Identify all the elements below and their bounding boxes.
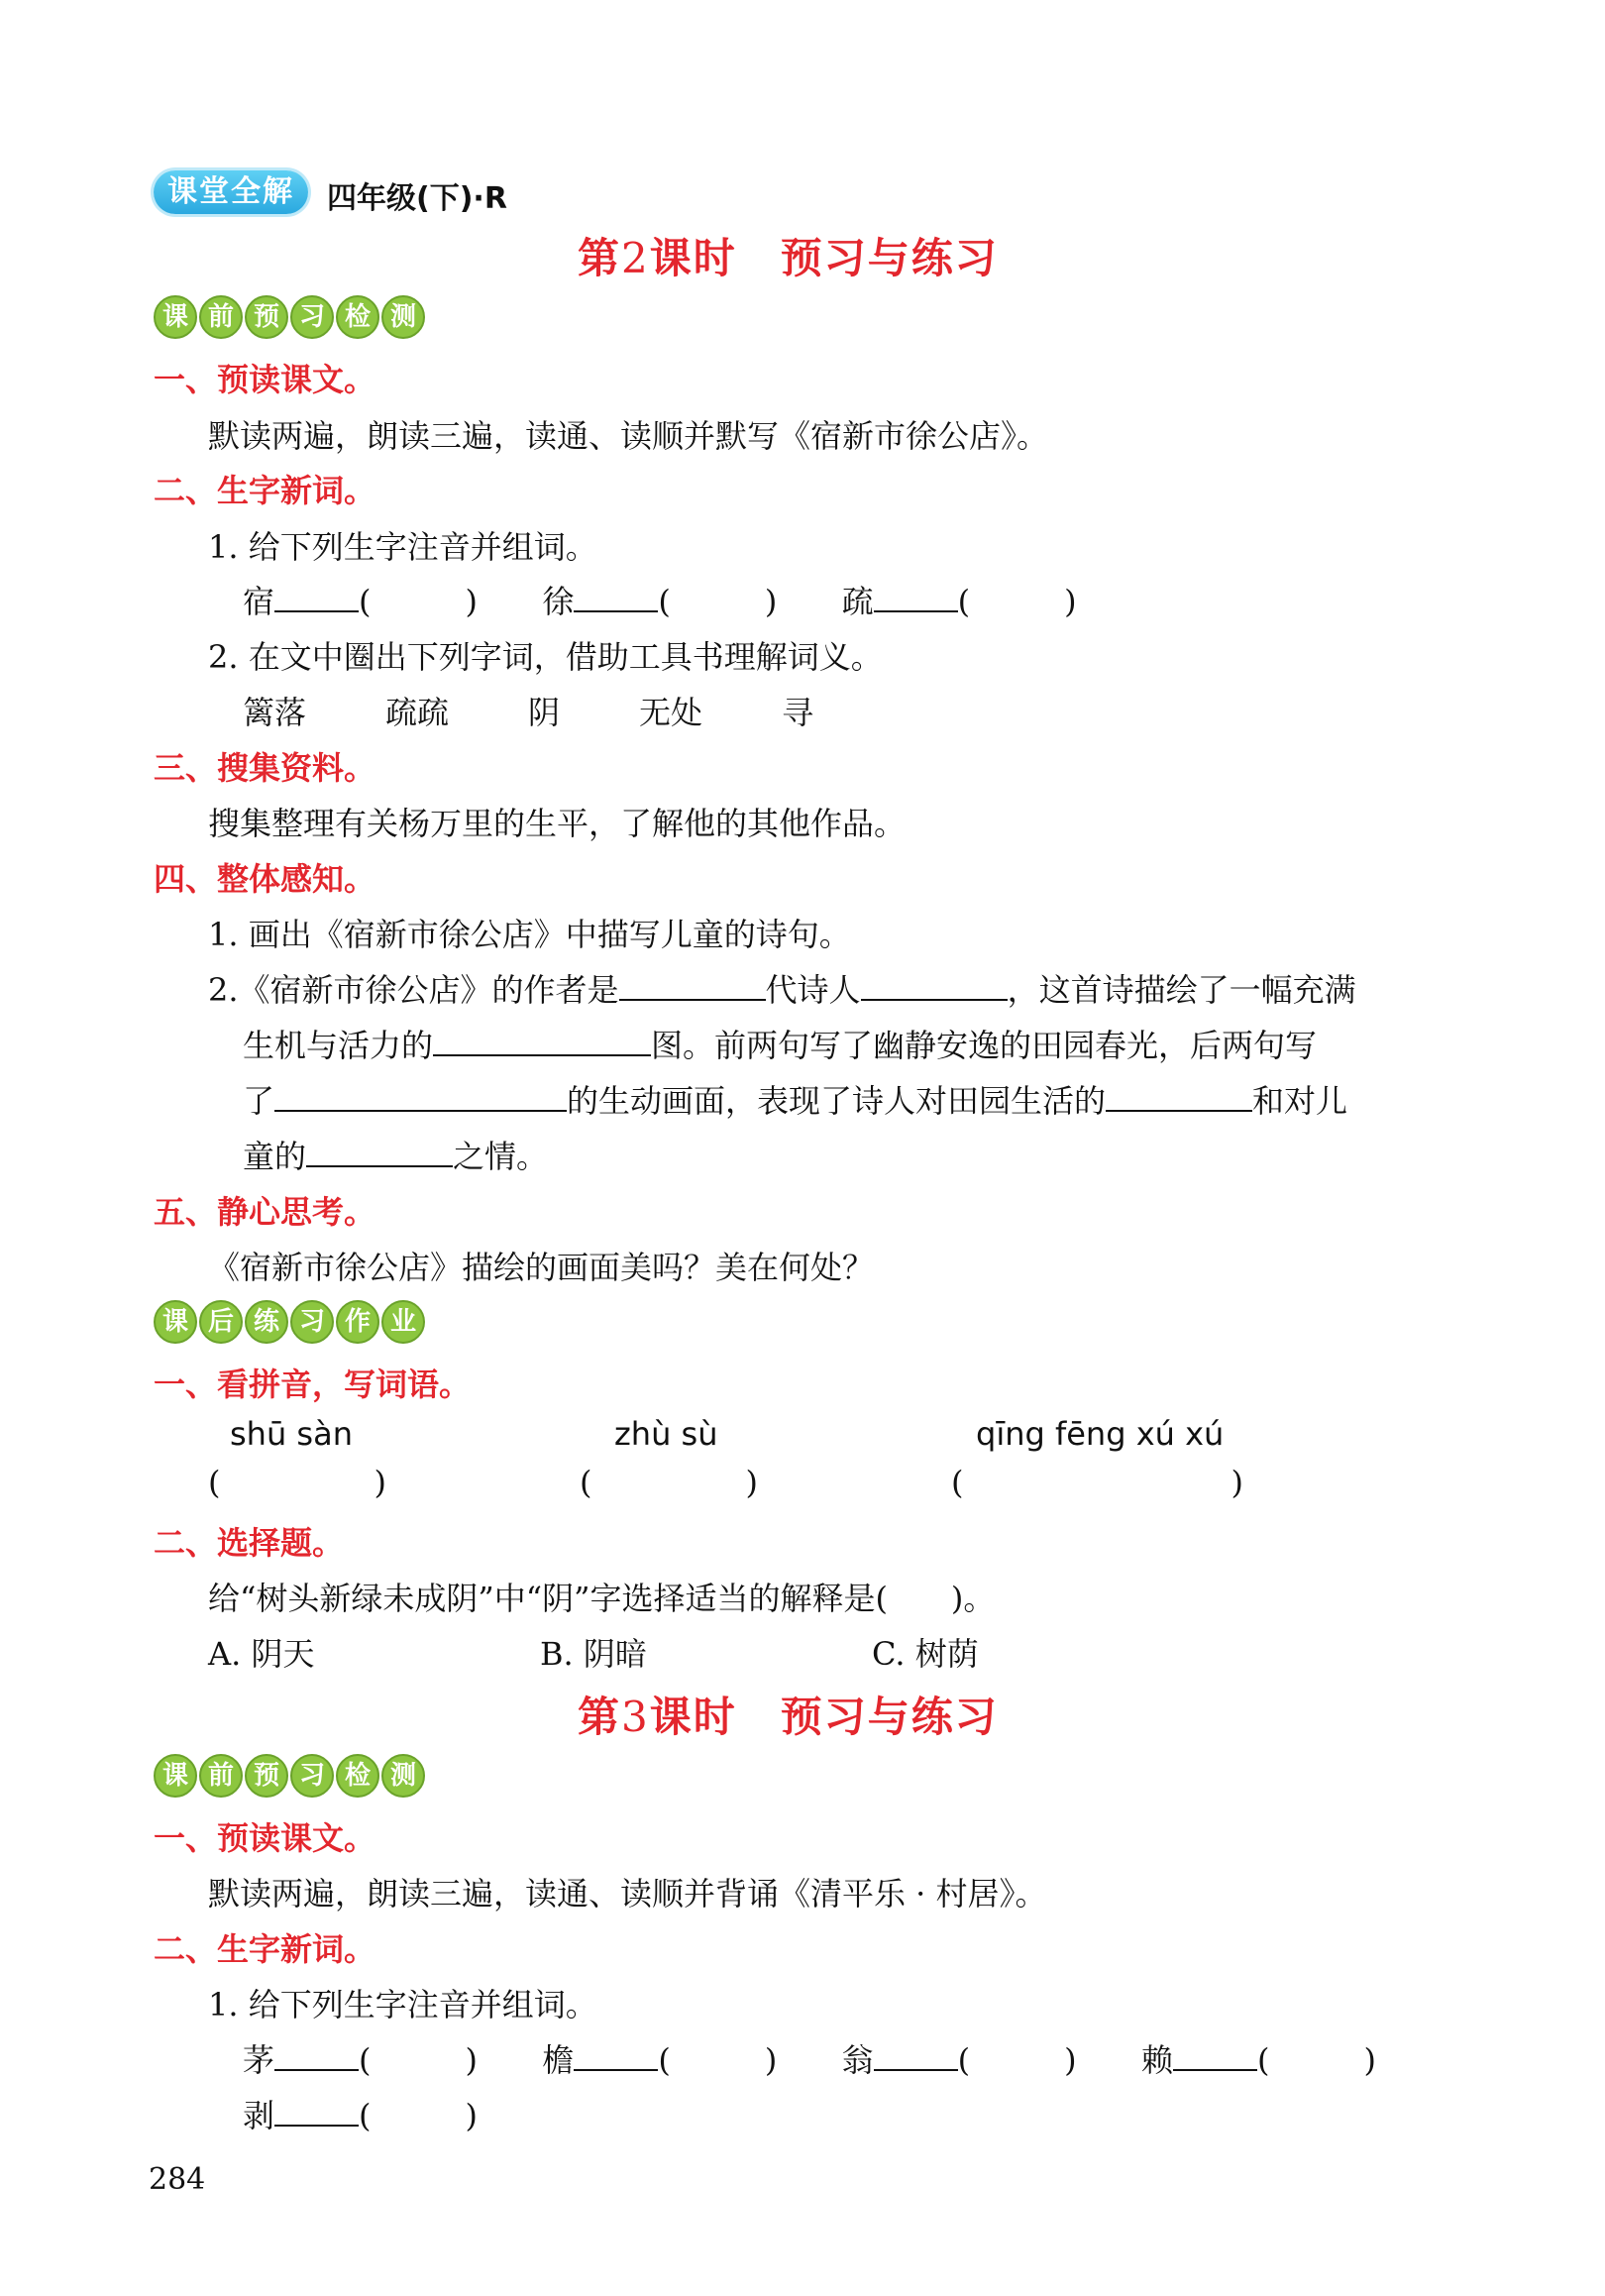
section-heading: 二、生字新词。 [154,1930,376,1968]
lesson-2-title-num: 2 [621,234,650,282]
pre-class-badge [154,1754,425,1798]
text: 图。前两句写了幽静安逸的田园春光，后两句写 [651,1027,1318,1064]
char: 翁 [841,2041,874,2079]
section-heading: 二、选择题。 [154,1524,345,1562]
pinyin-blank[interactable] [574,581,658,612]
text: 了 [243,1082,275,1120]
badge-char: 前 [199,295,243,339]
text: ，这首诗描绘了一幅充满 [1007,971,1356,1009]
pinyin-blank[interactable] [274,581,359,612]
lesson-2-title-post: 课时 预习与练习 [649,234,999,282]
paren: ) [764,2041,778,2079]
fill-line-2 [243,1021,1317,1066]
paren: ) [1363,2041,1376,2079]
char: 赖 [1140,2041,1173,2079]
paren: ( [208,1464,221,1501]
char: 徐 [542,583,575,620]
option-b[interactable]: B. 阴暗 [540,1635,647,1673]
option-a[interactable]: A. 阴天 [208,1635,315,1673]
char: 疏 [841,583,874,620]
text: 之情。 [453,1138,549,1175]
char: 檐 [542,2041,575,2079]
word: 疏疏 [385,694,450,731]
pre-class-badge [154,295,425,339]
pinyin-blank[interactable] [574,2039,658,2071]
pinyin-2: zhù sù [614,1415,718,1453]
pinyin-3: qīng fēng xú xú [976,1415,1225,1453]
fill-line-1 [208,965,1356,1011]
badge-char: 作 [336,1300,379,1344]
question-text: 1. 给下列生字注音并组词。 [208,1986,597,2023]
lesson-3-title-post: 课时 预习与练习 [649,1693,999,1741]
char: 茅 [243,2041,275,2079]
question-text: 1. 给下列生字注音并组词。 [208,528,597,566]
paren: ) [465,2041,478,2079]
paren: ( [1257,2041,1270,2079]
paren: ) [745,1464,758,1501]
paren: ( [359,2097,372,2134]
page-number: 284 [149,2162,206,2197]
paren: ) [1064,2041,1077,2079]
fill-blank[interactable] [274,1080,567,1112]
instruction-text: 默读两遍，朗读三遍，读通、读顺并默写《宿新市徐公店》。 [208,417,1049,455]
word: 篱落 [243,694,307,731]
instruction-text: 搜集整理有关杨万里的生平，了解他的其他作品。 [208,805,907,842]
badge-char: 练 [245,1300,288,1344]
instruction-text: 默读两遍，朗读三遍，读通、读顺并背诵《清平乐 · 村居》。 [208,1875,1047,1913]
paren: ( [957,2041,971,2079]
badge-char: 后 [199,1300,243,1344]
word: 无处 [639,694,703,731]
text: 童的 [243,1138,307,1175]
question-text: 2. 在文中圈出下列字词，借助工具书理解词义。 [208,638,883,676]
badge-char: 习 [290,295,334,339]
paren: ) [465,583,478,620]
badge-char: 习 [290,1754,334,1798]
badge-char: 课 [154,295,197,339]
paren: ) [1064,583,1077,620]
brand-logo: 课堂全解 [154,170,308,214]
grade-label: 四年级(下)·R [327,181,507,216]
char-blank-row [243,577,1077,622]
lesson-2-title-pre: 第 [578,234,622,282]
post-class-badge [154,1300,425,1344]
pinyin-blank[interactable] [274,2095,359,2127]
lesson-2-title [578,226,999,285]
char: 宿 [243,583,275,620]
text: 2.《宿新市徐公店》的作者是 [208,971,619,1009]
lesson-3-title-pre: 第 [578,1693,622,1741]
fill-blank[interactable] [1106,1080,1252,1112]
option-c[interactable]: C. 树荫 [872,1635,979,1673]
badge-char: 课 [154,1754,197,1798]
fill-blank[interactable] [619,969,766,1001]
word-list [243,688,813,733]
paren: ( [957,583,971,620]
pinyin-blank[interactable] [874,581,958,612]
text: 和对儿 [1252,1082,1348,1120]
fill-blank[interactable] [861,969,1008,1001]
char-blank-row [243,2091,478,2136]
question-text: 给“树头新绿未成阴”中“阴”字选择适当的解释是( )。 [208,1580,996,1617]
section-heading: 一、看拼音，写词语。 [154,1366,472,1403]
question-text: 1. 画出《宿新市徐公店》中描写儿童的诗句。 [208,916,851,953]
paren: ) [1230,1464,1243,1501]
word: 阴 [528,694,561,731]
text: 的生动画面，表现了诗人对田园生活的 [567,1082,1107,1120]
fill-line-3 [243,1076,1347,1122]
word: 寻 [782,694,814,731]
pinyin-blank[interactable] [874,2039,958,2071]
badge-char: 检 [336,295,379,339]
lesson-3-title [578,1685,999,1744]
section-heading: 一、预读课文。 [154,1819,376,1857]
pinyin-blank[interactable] [274,2039,359,2071]
paren: ( [658,2041,671,2079]
paren: ( [951,1464,964,1501]
section-heading: 二、生字新词。 [154,472,376,509]
answer-paren-1[interactable] [208,1464,386,1501]
answer-paren-2[interactable] [580,1464,758,1501]
paren: ( [580,1464,592,1501]
fill-blank[interactable] [306,1136,453,1167]
paren: ( [359,2041,372,2079]
badge-char: 课 [154,1300,197,1344]
badge-char: 前 [199,1754,243,1798]
badge-char: 测 [381,295,425,339]
paren: ( [359,583,372,620]
paren: ) [374,1464,386,1501]
text: 代诗人 [765,971,861,1009]
paren: ( [658,583,671,620]
badge-char: 预 [245,1754,288,1798]
fill-line-4 [243,1132,548,1177]
question-text: 《宿新市徐公店》描绘的画面美吗？美在何处？ [208,1249,875,1286]
section-heading: 一、预读课文。 [154,361,376,398]
char: 剥 [243,2097,275,2134]
badge-char: 业 [381,1300,425,1344]
answer-paren-3[interactable] [951,1464,1243,1501]
section-heading: 三、搜集资料。 [154,749,376,787]
section-heading: 四、整体感知。 [154,860,376,898]
section-heading: 五、静心思考。 [154,1193,376,1231]
pinyin-blank[interactable] [1173,2039,1257,2071]
badge-char: 预 [245,295,288,339]
paren: ) [465,2097,478,2134]
badge-char: 检 [336,1754,379,1798]
badge-char: 测 [381,1754,425,1798]
char-blank-row [243,2035,1376,2081]
fill-blank[interactable] [433,1025,651,1056]
paren: ) [764,583,778,620]
lesson-3-title-num: 3 [621,1693,650,1741]
pinyin-1: shū sàn [230,1415,353,1453]
badge-char: 习 [290,1300,334,1344]
text: 生机与活力的 [243,1027,434,1064]
